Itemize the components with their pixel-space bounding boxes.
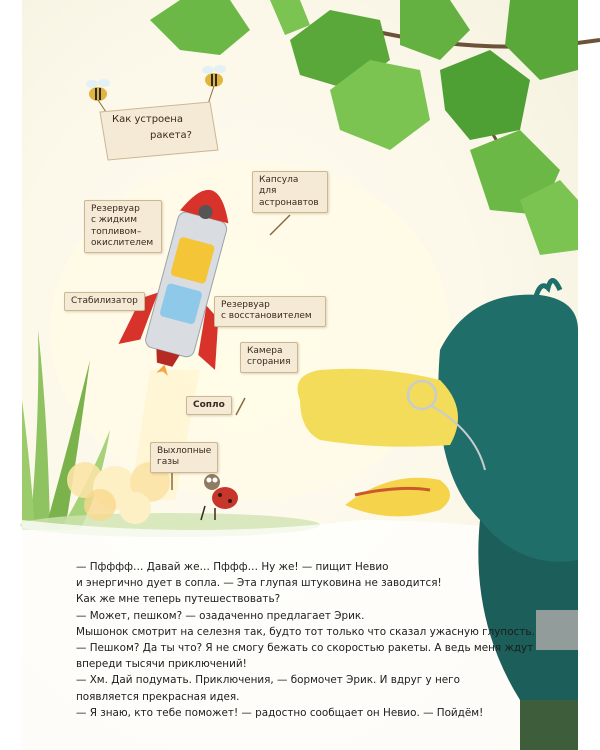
duck-lower-beak bbox=[345, 478, 450, 517]
story-line: впереди тысячи приключений! bbox=[76, 658, 247, 671]
question-line: ракета? bbox=[150, 130, 192, 141]
label-line: Стабилизатор bbox=[71, 296, 138, 306]
label-line: Резервуар bbox=[221, 300, 270, 310]
story-line: — Может, пешком? — озадаченно предлагает Эрик. bbox=[76, 609, 365, 622]
story-line: — Пфффф… Давай же… Пффф… Ну же! — пищит Невио bbox=[76, 561, 389, 573]
label-line: Сопло bbox=[193, 400, 225, 410]
label-line: Резервуар bbox=[91, 204, 140, 214]
story-text bbox=[76, 559, 546, 721]
label-exhaust bbox=[150, 442, 218, 473]
story-line: и энергично дует в сопла. — Эта глупая штуковина не заводится! bbox=[76, 577, 442, 590]
label-line: окислителем bbox=[91, 237, 154, 248]
label-nozzle bbox=[186, 396, 232, 415]
leaf bbox=[150, 0, 250, 55]
label-line: для bbox=[259, 186, 277, 197]
leaf bbox=[505, 0, 578, 80]
question-line: Как устроена bbox=[112, 114, 183, 125]
label-line: с жидким bbox=[91, 215, 138, 226]
label-capsule bbox=[252, 171, 328, 213]
label-line: газы bbox=[157, 457, 180, 468]
story-line: Как же мне теперь путешествовать? bbox=[76, 593, 281, 606]
story-line: — Я знаю, кто тебе поможет! — радостно сообщает он Невио. — Пойдём! bbox=[76, 706, 484, 719]
label-line: Камера bbox=[247, 346, 283, 356]
diagram-title bbox=[98, 98, 216, 152]
label-reducer-tank bbox=[214, 296, 326, 327]
story-line: — Хм. Дай подумать. Приключения, — бормочет Эрик. И вдруг у него bbox=[76, 674, 460, 687]
story-line: появляется прекрасная идея. bbox=[76, 690, 240, 703]
duck-head bbox=[438, 295, 578, 562]
label-line: сгорания bbox=[247, 357, 291, 368]
bee-icon bbox=[202, 65, 226, 87]
story-line: Мышонок смотрит на селезня так, будто тот только что сказал ужасную глупость. bbox=[76, 625, 535, 638]
leaf bbox=[400, 0, 470, 60]
label-line: Выхлопные bbox=[157, 446, 212, 456]
label-line: астронавтов bbox=[259, 197, 319, 208]
label-line: топливом– bbox=[91, 226, 142, 237]
label-fuel-tank bbox=[84, 200, 162, 253]
leaf bbox=[440, 50, 530, 140]
story-line: — Пешком? Да ты что? Я не смогу бежать со скоростью ракеты. А ведь меня ждут bbox=[76, 642, 534, 655]
label-line: с восстановителем bbox=[221, 311, 312, 322]
label-combustion-chamber bbox=[240, 342, 298, 373]
label-line: Капсула bbox=[259, 175, 299, 185]
label-stabilizer bbox=[64, 292, 145, 311]
